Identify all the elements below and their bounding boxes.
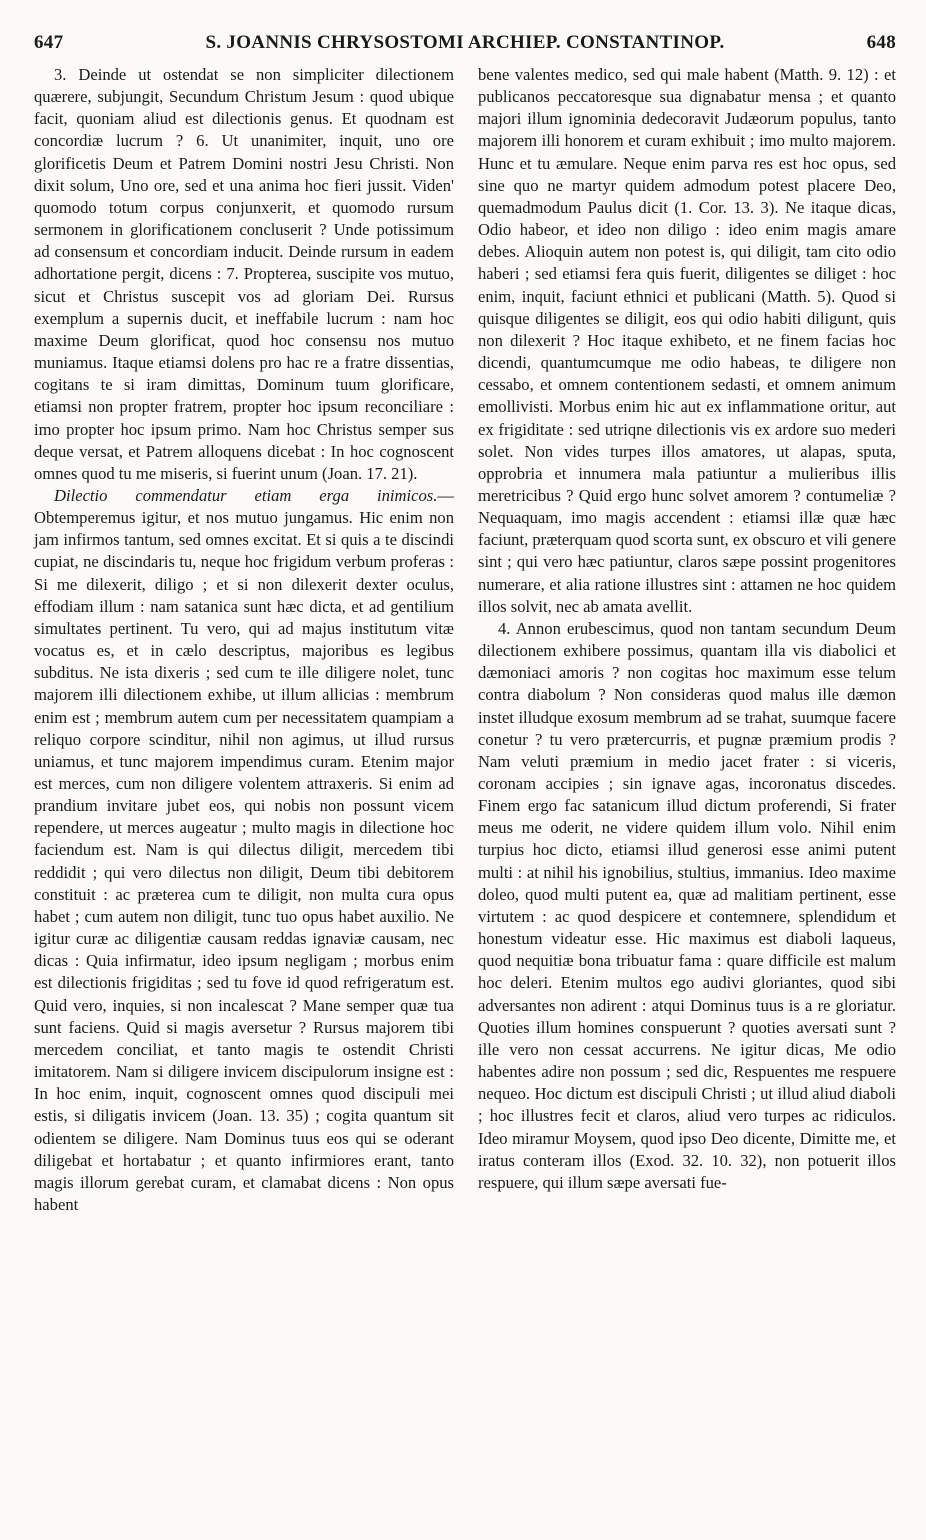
page-number-left: 647 bbox=[34, 32, 64, 53]
running-title: S. JOANNIS CHRYSOSTOMI ARCHIEP. CONSTANTINOP. bbox=[205, 32, 725, 53]
section-heading-inline: Dilectio commendatur etiam erga inimicos. bbox=[54, 485, 438, 505]
left-column bbox=[34, 64, 454, 1216]
paragraph-dilectio bbox=[34, 485, 454, 1216]
page-number-right: 648 bbox=[866, 32, 896, 53]
paragraph-4: 4. Annon erubescimus, quod non tantam secundum Deum dilectionem exhibere possimus, quantam illa vis diabolici et dæmoniaci amoris ? non cogitas hoc maximum esse telum contra diabolum ? Non consideras quod malus ille dæmon instet illudque exosum membrum ad se trahat, suumque facere conetur ? tu vero prætercurris, et pugnæ præmium prodis ? Nam veluti præmium in medio jacet frater : si viceris, coronam accipies ; sin ignave agas, incoronatus discedes. Finem ergo fac satanicum illud dictum proferendi, Si frater meus me oderit, ne videre quidem illum volo. Nihil enim turpius hoc dicto, etiamsi illud generosi esse animi putent multi : at nihil his ignobilius, stultius, immanius. Ideo maxime doleo, quod multi putent ea, quæ ad malitiam pertinent, esse virtutem : ac quod despicere et contemnere, splendidum et honestum videatur esse. Hic maximus est diaboli laqueus, quod nequitiæ bona tribuatur fama : quare difficile est malum hoc deleri. Etenim multos ego audivi gloriantes, quod sibi adversantes non adirent : atqui Dominus tuus is a re gloriatur. Quoties illum homines conspuerunt ? quoties aversati sunt ? ille vero non cessat accurrens. Ne igitur dicas, Me odio habentes adire non possum ; sed dic, Respuentes me respuere nequeo. Hoc dictum est discipuli Christi ; ut illud aliud diaboli ; hoc illustres fecit et claros, aliud vero turpes ac ridiculos. Ideo miramur Moysem, quod ipso Deo dicente, Dimitte me, et iratus conteram illos (Exod. 32. 10. 32), non potuerit illos respuere, qui illum sæpe aversati fue- bbox=[478, 618, 896, 1192]
right-column bbox=[478, 64, 896, 1194]
running-header bbox=[34, 32, 896, 56]
paragraph-dilectio-text: —Obtemperemus igitur, et nos mutuo jungamus. Hic enim non jam infirmos tantum, sed omnes excitat. Et si quis a te discindi cupiat, ne discindaris tu, neque hoc frigidum verbum proferas : Si me dilexerit, diligo ; et si non dilexerit dexter oculus, effodiam illum : nam satanica sunt hæc dicta, et ad gentilium simultates pertinent. Tu vero, qui ad majus institutum vitæ vocatus es, et in cælo descriptus, majoribus es legibus subditus. Ne ista dixeris ; sed cum te ille diligere nolet, tunc majorem illi dilectionem exhibe, ut illum allicias : membrum enim est ; membrum autem cum per necessitatem quampiam a reliquo corpore scinditur, nihil non agimus, ut illud rursus uniamus, et tunc majorem impendimus curam. Etenim major est merces, cum non diligere volentem attraxeris. Si enim ad prandium invitare jubet eos, qui nobis non possunt vicem rependere, ut merces augeatur ; multo magis in dilectione hoc faciendum est. Nam is qui dilectus diligit, mercedem tibi reddidit ; qui vero dilectus non diligit, Deum tibi debitorem constituit : ac præterea cum te diligit, non multa cura opus habet ; cum autem non diligit, tunc tuo opus habet auxilio. Ne igitur curæ ac diligentiæ causam reddas ignaviæ causam, nec dicas : Quia infirmatur, ideo ipsum negligam ; morbus enim est dilectionis frigiditas ; sed tu fove id quod refrigeratum est. Quid vero, inquies, si non incalescat ? Mane semper quæ tua sunt faciens. Quid si magis aversetur ? Rursus majorem tibi mercedem conciliat, et tanto magis te ostendit Christi imitatorem. Nam si diligere invicem discipulorum insigne est : In hoc enim, inquit, cognoscent omnes quod discipuli mei estis, si diligatis invicem (Joan. 13. 35) ; cogita quantum sit odientem se diligere. Nam Dominus tuus eos qui se oderant diligebat et hortabatur ; et quanto infirmiores erant, tanto magis illorum gerebat curam, et clamabat dicens : Non opus habent bbox=[34, 485, 454, 1214]
paragraph-continued: bene valentes medico, sed qui male habent (Matth. 9. 12) : et publicanos peccatoresque sua dignabatur mensa ; et quanto majori illum ignominia dedecoravit Judæorum populus, tanto majorem illi honorem et curam exhibuit ; imo multo majorem. Hunc et tu æmulare. Neque enim parva res est hoc opus, sed sine quo ne martyr quidem admodum potest placere Deo, quemadmodum Paulus dicit (1. Cor. 13. 3). Ne itaque dicas, Odio habeor, et ideo non diligo : ideo enim magis amare debes. Alioquin autem non potest is, qui diligit, tam cito odio haberi ; sed etiamsi fera quis fuerit, diligentes se diliget : hoc enim, inquit, faciunt ethnici et publicani (Matth. 5). Quod si quisque diligentes se diligit, eos qui odio habiti diligunt, quis non dilexerit ? Hoc itaque exhibeto, et ne finem facias hoc dicendi, quantumcumque me odio habeas, te diligere non cessabo, et omnem contentionem sedasti, et omnem animum emollivisti. Morbus enim hic aut ex inflammatione oritur, aut ex frigiditate : sed utriqne dilectionis vis ex ardore suo mederi solet. Non vides turpes illos amatores, ut alapas, sputa, opprobria et innumera mala patiuntur a mulieribus illis meretricibus ? Quid ergo hunc solvet amorem ? contumeliæ ? Nequaquam, imo magis accendent : etiamsi illæ quæ hæc faciunt, præterquam quod scorta sunt, ex obscuro et vili genere sint ; qui vero hæc patiuntur, claros sæpe possint progenitores numerare, et alia ratione illustres sint : attamen ne hoc quidem illos solvit, nec ab amata avellit. bbox=[478, 65, 896, 616]
paragraph-3: 3. Deinde ut ostendat se non simpliciter dilectionem quærere, subjungit, Secundum Christum Jesum : quod ubique facit, quoniam aliud est dilectionis genus. Et quodnam est concordiæ lucrum ? 6. Ut unanimiter, inquit, uno ore glorificetis Deum et Patrem Domini nostri Jesu Christi. Non dixit solum, Uno ore, sed et una anima hoc fieri jussit. Viden' quomodo totum corpus conjunxerit, et quomodo rursum sermonem in glorificationem concluserit ? Unde potissimum ad consensum et concordiam inducit. Deinde rursum in eadem adhortatione pergit, dicens : 7. Propterea, suscipite vos mutuo, sicut et Christus suscepit vos ad gloriam Dei. Rursus exemplum a supernis ducit, et ineffabile lucrum : nam hoc maxime Deum glorificat, quod hoc consensu nos mutuo muniamus. Itaque etiamsi dolens pro hac re a fratre dissentias, cogitans te si iram dimittas, Dominum tuum glorificare, etiamsi non propter fratrem, propter hoc ipsum reconciliare : imo propter hoc ipsum primo. Nam hoc Christus semper sus deque versat, et Patrem alloquens dicebat : In hoc cognoscent omnes quod tu me miseris, si fuerint unum (Joan. 17. 21). bbox=[34, 65, 454, 483]
